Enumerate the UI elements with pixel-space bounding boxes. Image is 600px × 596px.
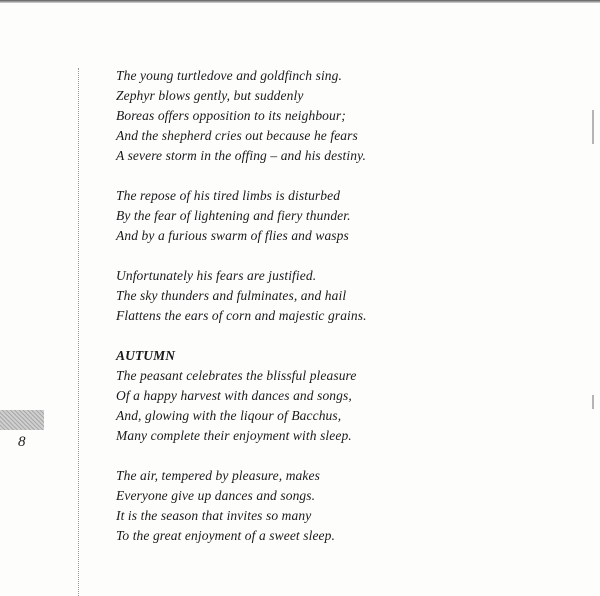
poem-line: Of a happy harvest with dances and songs, — [116, 388, 352, 403]
poem-line: It is the season that invites so many — [116, 508, 312, 523]
page-number: 8 — [18, 434, 26, 450]
poem-line: Boreas offers opposition to its neighbour; — [116, 108, 346, 123]
poem-line: The peasant celebrates the blissful pleasure — [116, 368, 357, 383]
scan-edge-mark — [592, 395, 594, 409]
stanza — [116, 466, 556, 546]
poem-line: And, glowing with the liqour of Bacchus, — [116, 408, 342, 423]
poem-line: The air, tempered by pleasure, makes — [116, 468, 320, 483]
page-top-edge — [0, 0, 600, 3]
stanza — [116, 186, 556, 246]
stanza — [116, 346, 556, 446]
poem-line: Zephyr blows gently, but suddenly — [116, 88, 304, 103]
poem-line: Unfortunately his fears are justified. — [116, 268, 317, 283]
scan-edge-mark — [592, 110, 594, 144]
poem-line: And by a furious swarm of flies and wasps — [116, 228, 349, 243]
poem-line: By the fear of lightening and fiery thunder. — [116, 208, 351, 223]
poem-text — [116, 66, 556, 546]
gutter-dotted-line — [78, 68, 79, 596]
poem-line: And the shepherd cries out because he fears — [116, 128, 358, 143]
poem-line: The sky thunders and fulminates, and hail — [116, 288, 347, 303]
poem-line: To the great enjoyment of a sweet sleep. — [116, 528, 335, 543]
stanza — [116, 266, 556, 326]
poem-line: The repose of his tired limbs is disturbed — [116, 188, 341, 203]
page-tab-marker — [0, 410, 44, 430]
poem-line: Flattens the ears of corn and majestic grains. — [116, 308, 367, 323]
stanza — [116, 66, 556, 166]
section-heading: AUTUMN — [116, 348, 176, 363]
poem-line: Everyone give up dances and songs. — [116, 488, 316, 503]
poem-line: Many complete their enjoyment with sleep. — [116, 428, 352, 443]
poem-line: The young turtledove and goldfinch sing. — [116, 68, 342, 83]
poem-line: A severe storm in the offing – and his destiny. — [116, 148, 366, 163]
